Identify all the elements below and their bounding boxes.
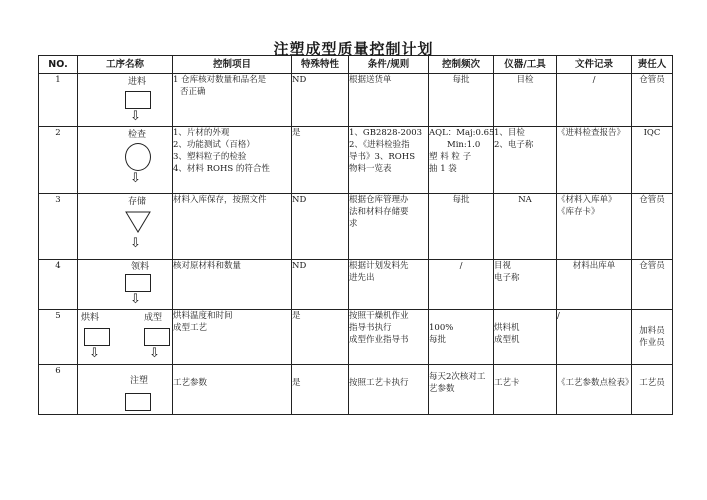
frequency-line: 每天2次核对工 xyxy=(429,372,486,382)
record-cell xyxy=(557,310,632,365)
condition-line: 进先出 xyxy=(349,273,375,283)
control-item-line: 工艺参数 xyxy=(173,378,208,388)
control-item-line: 否正确 xyxy=(180,87,206,97)
rectangle-step-icon xyxy=(125,91,151,109)
record-line: / xyxy=(557,311,560,321)
control-item-cell xyxy=(173,310,292,365)
record-line: / xyxy=(592,75,596,85)
down-arrow-icon: ⇩ xyxy=(130,236,141,251)
instrument-line: NA xyxy=(518,195,532,205)
record-cell xyxy=(557,260,632,310)
owner-cell: 工艺员 xyxy=(632,365,673,415)
down-arrow-icon: ⇩ xyxy=(89,346,100,361)
document-title: 注塑成型质量控制计划 xyxy=(273,40,434,58)
control-item-line: 材料入库保存，按照文件 xyxy=(173,195,267,205)
record-line: 材料出库单 xyxy=(572,261,616,271)
header-instrument-tool: 仪器/工具 xyxy=(494,56,557,74)
row-number: 4 xyxy=(39,260,78,310)
rectangle-step-icon xyxy=(125,393,151,411)
instrument-cell xyxy=(494,365,557,415)
control-item-cell xyxy=(173,74,292,127)
process-cell xyxy=(78,365,173,415)
owner-cell: 仓管员 xyxy=(632,194,673,260)
process-name: 成型 xyxy=(144,313,163,323)
header-document-record: 文件记录 xyxy=(557,56,632,74)
header-responsible-person: 责任人 xyxy=(632,56,673,74)
process-name: 烘料 xyxy=(81,313,100,323)
condition-line: 求 xyxy=(349,219,358,229)
control-item-line: 核对原材料和数量 xyxy=(173,261,242,271)
header-row xyxy=(39,56,673,74)
frequency-line: 每批 xyxy=(452,195,470,205)
control-item-line: 1 仓库核对数量和品名是 xyxy=(173,75,267,85)
instrument-line: 成型机 xyxy=(494,335,520,345)
condition-cell xyxy=(349,194,429,260)
process-cell xyxy=(78,260,173,310)
quality-control-plan-table xyxy=(38,55,673,415)
special-characteristic-cell: ND xyxy=(292,74,349,127)
header-no: NO. xyxy=(39,56,78,74)
instrument-line: 2、电子称 xyxy=(494,140,534,150)
row-number: 5 xyxy=(39,310,78,365)
process-name: 注塑 xyxy=(130,376,149,386)
table-row xyxy=(39,310,673,365)
frequency-line: 每批 xyxy=(429,335,447,345)
frequency-line: AQL：Maj:0.65 xyxy=(429,128,495,138)
owner-cell: 仓管员 xyxy=(632,260,673,310)
down-arrow-icon: ⇩ xyxy=(130,292,141,307)
header-control-frequency: 控制频次 xyxy=(429,56,494,74)
row-number: 6 xyxy=(39,365,78,415)
condition-cell xyxy=(349,127,429,194)
condition-line: 根据送货单 xyxy=(349,75,392,85)
condition-cell xyxy=(349,365,429,415)
condition-line: 指导书执行 xyxy=(349,323,392,333)
control-item-cell xyxy=(173,127,292,194)
frequency-cell xyxy=(429,260,494,310)
record-cell xyxy=(557,127,632,194)
process-name: 检查 xyxy=(128,130,147,140)
instrument-line: 1、目检 xyxy=(494,128,525,138)
instrument-line: 工艺卡 xyxy=(494,378,520,388)
circle-inspection-icon xyxy=(125,143,151,171)
process-cell xyxy=(78,310,173,365)
condition-line: 根据计划发料先 xyxy=(349,261,409,271)
down-arrow-icon: ⇩ xyxy=(130,109,141,124)
frequency-line xyxy=(429,310,493,322)
rectangle-step-icon xyxy=(125,274,151,292)
instrument-line: 目视 xyxy=(494,261,512,271)
frequency-cell xyxy=(429,310,494,365)
instrument-line: 电子称 xyxy=(494,273,520,283)
frequency-line: 艺参数 xyxy=(429,384,455,394)
process-name: 领料 xyxy=(131,262,150,272)
special-characteristic-cell: ND xyxy=(292,260,349,310)
frequency-line: 塑 料 粒 子 xyxy=(429,152,472,162)
frequency-line: 抽 1 袋 xyxy=(429,164,457,174)
header-control-item: 控制项目 xyxy=(173,56,292,74)
instrument-cell xyxy=(494,74,557,127)
process-cell xyxy=(78,127,173,194)
instrument-line: 目检 xyxy=(516,75,534,85)
special-characteristic-cell: ND xyxy=(292,194,349,260)
condition-line: 物料一览表 xyxy=(349,164,392,174)
instrument-cell xyxy=(494,260,557,310)
condition-line: 按照干燥机作业 xyxy=(349,311,409,321)
instrument-line xyxy=(494,310,556,322)
record-cell xyxy=(557,74,632,127)
control-item-line: 4、材料 ROHS 的符合性 xyxy=(173,164,270,174)
owner-line: 作业员 xyxy=(639,338,665,348)
frequency-line: Min:1.0 xyxy=(447,140,481,150)
process-name: 进料 xyxy=(128,77,147,87)
control-item-cell xyxy=(173,260,292,310)
special-characteristic-cell: 是 xyxy=(292,365,349,415)
condition-line: 成型作业指导书 xyxy=(349,335,409,345)
record-line: 《工艺参数点检表》 xyxy=(557,378,634,388)
frequency-line: 每批 xyxy=(452,75,470,85)
frequency-line: / xyxy=(459,261,463,271)
condition-line: 2、《进料检验指 xyxy=(349,140,410,150)
process-cell xyxy=(78,74,173,127)
record-line: 《进料检查报告》 xyxy=(557,128,626,138)
control-item-line: 1、片材的外观 xyxy=(173,128,230,138)
owner-cell xyxy=(632,310,673,365)
instrument-line: 烘料机 xyxy=(494,323,520,333)
frequency-cell xyxy=(429,127,494,194)
header-special-characteristic: 特殊特性 xyxy=(292,56,349,74)
frequency-cell xyxy=(429,194,494,260)
owner-cell: IQC xyxy=(632,127,673,194)
table-row xyxy=(39,260,673,310)
control-item-line: 烘料温度和时间 xyxy=(173,311,233,321)
control-item-line: 2、功能测试（百格） xyxy=(173,140,255,150)
record-cell xyxy=(557,194,632,260)
condition-line: 1、GB2828-2003 xyxy=(349,128,423,138)
row-number: 1 xyxy=(39,74,78,127)
instrument-cell xyxy=(494,310,557,365)
condition-line: 法和材料存储要 xyxy=(349,207,409,217)
control-item-line: 成型工艺 xyxy=(173,323,208,333)
frequency-cell xyxy=(429,74,494,127)
condition-line: 根据仓库管理办 xyxy=(349,195,409,205)
control-item-cell xyxy=(173,194,292,260)
row-number: 3 xyxy=(39,194,78,260)
frequency-cell xyxy=(429,365,494,415)
table-row xyxy=(39,127,673,194)
process-name: 存储 xyxy=(128,197,147,207)
instrument-cell xyxy=(494,194,557,260)
down-arrow-icon: ⇩ xyxy=(149,346,160,361)
header-condition-rule: 条件/规则 xyxy=(349,56,429,74)
condition-cell xyxy=(349,260,429,310)
down-arrow-icon: ⇩ xyxy=(130,171,141,186)
owner-line: 加料员 xyxy=(639,326,665,336)
owner-cell: 仓管员 xyxy=(632,74,673,127)
record-line: 《材料入库单》 xyxy=(557,195,617,205)
table-row xyxy=(39,194,673,260)
triangle-storage-icon xyxy=(125,211,151,233)
frequency-line: 100% xyxy=(429,323,454,333)
condition-cell xyxy=(349,310,429,365)
header-process-name: 工序名称 xyxy=(78,56,173,74)
table-row xyxy=(39,74,673,127)
control-item-line: 3、塑料粒子的检验 xyxy=(173,152,247,162)
special-characteristic-cell: 是 xyxy=(292,310,349,365)
process-cell xyxy=(78,194,173,260)
condition-line: 按照工艺卡执行 xyxy=(349,378,409,388)
table-row xyxy=(39,365,673,415)
condition-line: 导书》3、ROHS xyxy=(349,152,416,162)
row-number: 2 xyxy=(39,127,78,194)
special-characteristic-cell: 是 xyxy=(292,127,349,194)
control-item-cell xyxy=(173,365,292,415)
instrument-cell xyxy=(494,127,557,194)
condition-cell xyxy=(349,74,429,127)
record-line: 《库存卡》 xyxy=(557,207,600,217)
record-cell xyxy=(557,365,632,415)
rectangle-step-icon xyxy=(144,328,170,346)
rectangle-step-icon xyxy=(84,328,110,346)
